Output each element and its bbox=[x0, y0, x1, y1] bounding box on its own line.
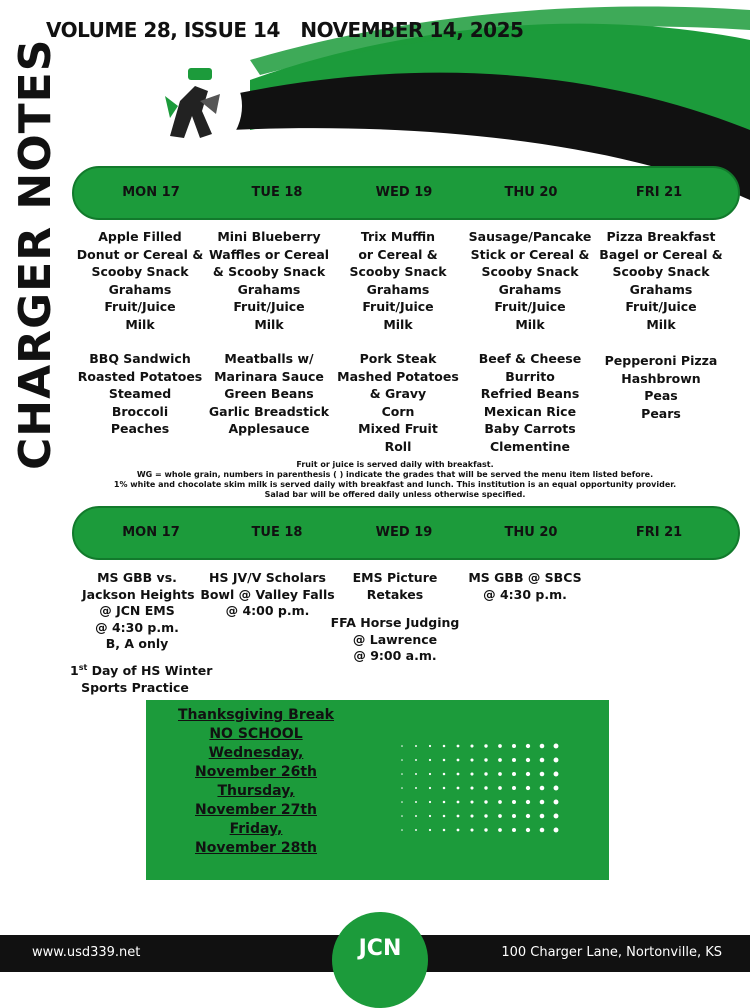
menu-line: Pizza Breakfast bbox=[606, 229, 716, 244]
event-thu bbox=[465, 570, 585, 603]
decor-dot bbox=[443, 787, 446, 790]
menu-line: Mixed Fruit bbox=[358, 421, 438, 436]
breakfast-fri bbox=[596, 228, 726, 333]
menu-day-wed: WED 19 bbox=[375, 185, 433, 200]
lunch-tue bbox=[204, 350, 334, 438]
decor-dot bbox=[415, 787, 417, 789]
menu-day-band bbox=[72, 166, 740, 220]
menu-note: Salad bar will be offered daily unless otherwise specified. bbox=[264, 490, 526, 499]
decor-dot bbox=[401, 829, 403, 831]
event-line: @ 4:30 p.m. bbox=[95, 619, 179, 635]
decor-dot bbox=[429, 745, 431, 747]
event-wed-ffa bbox=[330, 615, 460, 665]
decor-dot bbox=[429, 829, 431, 831]
decor-dot bbox=[526, 786, 530, 790]
menu-line: Grahams bbox=[108, 281, 172, 297]
menu-line: Green Beans bbox=[224, 386, 314, 401]
menu-note: WG = whole grain, numbers in parenthesis ( ) indicate the grades that will be served the menu item listed before. bbox=[136, 470, 654, 479]
decor-dot bbox=[470, 800, 473, 803]
lunch-thu bbox=[465, 350, 595, 455]
lunch-fri bbox=[596, 352, 726, 422]
menu-line: BBQ Sandwich bbox=[89, 351, 191, 366]
masthead bbox=[46, 18, 537, 42]
menu-line: Sausage/Pancake bbox=[468, 229, 592, 244]
decor-dot bbox=[457, 745, 460, 748]
decor-dot bbox=[484, 800, 487, 803]
decor-dot bbox=[554, 772, 559, 777]
decor-dot bbox=[415, 759, 417, 761]
menu-line: Stick or Cereal & bbox=[470, 246, 590, 262]
menu-line: Grahams bbox=[366, 281, 430, 297]
decor-dot bbox=[415, 829, 417, 831]
decor-dot bbox=[498, 786, 502, 790]
decor-dot bbox=[457, 829, 460, 832]
breakfast-thu bbox=[465, 228, 595, 333]
decor-dot bbox=[512, 744, 516, 748]
events-day-tue: TUE 18 bbox=[251, 525, 303, 540]
menu-day-fri: FRI 21 bbox=[635, 185, 683, 200]
decor-dot bbox=[512, 814, 516, 818]
decor-dot bbox=[554, 786, 559, 791]
menu-line: Apple Filled bbox=[98, 229, 182, 244]
events-day-mon: MON 17 bbox=[122, 525, 180, 540]
decor-dot bbox=[554, 828, 559, 833]
decor-dot bbox=[470, 786, 473, 789]
lunch-wed bbox=[333, 350, 463, 455]
event-line: Bowl @ Valley Falls bbox=[200, 586, 335, 602]
decor-dot bbox=[554, 758, 559, 763]
menu-line: Steamed bbox=[108, 386, 172, 401]
decor-dot bbox=[457, 787, 460, 790]
menu-note: Fruit or juice is served daily with breakfast. bbox=[296, 460, 494, 469]
menu-line: & Scooby Snack bbox=[212, 264, 326, 279]
decor-dot bbox=[401, 787, 403, 789]
menu-line: Marinara Sauce bbox=[214, 368, 324, 384]
decor-dot bbox=[443, 759, 446, 762]
decor-dot bbox=[484, 744, 487, 747]
decor-dot bbox=[512, 800, 516, 804]
decor-dot bbox=[540, 800, 545, 805]
decor-dot bbox=[526, 800, 530, 804]
decor-dot bbox=[401, 815, 403, 817]
menu-line: Baby Carrots bbox=[484, 421, 576, 436]
decor-dot bbox=[512, 758, 516, 762]
menu-line: Pepperoni Pizza bbox=[604, 353, 718, 368]
menu-line: Milk bbox=[515, 316, 545, 332]
menu-line: Fruit/Juice bbox=[362, 299, 434, 314]
decor-dot bbox=[554, 800, 559, 805]
decor-dot bbox=[401, 759, 403, 761]
event-line: @ 9:00 a.m. bbox=[353, 648, 437, 663]
volume-issue: VOLUME 28, ISSUE 14 bbox=[46, 18, 280, 42]
menu-line: Milk bbox=[254, 316, 284, 332]
decor-dot bbox=[429, 801, 431, 803]
events-day-thu: THU 20 bbox=[504, 525, 558, 540]
menu-line: Fruit/Juice bbox=[625, 299, 697, 314]
event-line: Sports Practice bbox=[81, 679, 189, 695]
decor-dot bbox=[484, 814, 487, 817]
decor-dot bbox=[443, 773, 446, 776]
decor-dot bbox=[498, 758, 502, 762]
decor-dot bbox=[470, 828, 473, 831]
event-line: @ JCN EMS bbox=[99, 603, 175, 618]
decor-dot bbox=[443, 815, 446, 818]
decor-dot bbox=[470, 758, 473, 761]
decor-dot bbox=[484, 828, 487, 831]
menu-line: Milk bbox=[125, 316, 155, 332]
breakfast-wed bbox=[333, 228, 463, 333]
events-day-wed: WED 19 bbox=[375, 525, 433, 540]
decor-dot bbox=[443, 745, 446, 748]
menu-line: Beef & Cheese bbox=[478, 351, 582, 366]
break-line: November 27th bbox=[195, 802, 317, 818]
menu-line: Bagel or Cereal & bbox=[599, 246, 723, 262]
menu-line: Burrito bbox=[505, 368, 555, 384]
menu-day-thu: THU 20 bbox=[504, 185, 558, 200]
event-line: FFA Horse Judging bbox=[330, 615, 460, 630]
menu-note: 1% white and chocolate skim milk is served daily with breakfast and lunch. This institution is an equal opportunity provider. bbox=[113, 480, 677, 489]
decor-dot bbox=[540, 772, 545, 777]
decor-dot bbox=[401, 773, 403, 775]
decor-dot bbox=[415, 745, 417, 747]
decor-dot bbox=[484, 772, 487, 775]
decor-dot bbox=[526, 814, 530, 818]
menu-line: Pears bbox=[641, 405, 681, 421]
event-line: Retakes bbox=[366, 586, 424, 602]
decor-dot bbox=[429, 815, 431, 817]
menu-line: Fruit/Juice bbox=[494, 299, 566, 314]
menu-line: Fruit/Juice bbox=[233, 299, 305, 314]
menu-line: Broccoli bbox=[111, 403, 169, 419]
decor-dot bbox=[484, 758, 487, 761]
event-line: B, A only bbox=[105, 636, 169, 651]
decor-dot bbox=[540, 828, 545, 833]
decor-dot bbox=[443, 829, 446, 832]
event-wed bbox=[340, 570, 450, 603]
event-line: EMS Picture bbox=[352, 570, 438, 585]
menu-line: Donut or Cereal & bbox=[76, 246, 204, 262]
decor-dot bbox=[457, 773, 460, 776]
event-line: @ Lawrence bbox=[352, 631, 438, 647]
events-day-fri: FRI 21 bbox=[635, 525, 683, 540]
menu-line: Mexican Rice bbox=[483, 403, 577, 419]
menu-line: Garlic Breadstick bbox=[208, 403, 330, 419]
menu-line: Scooby Snack bbox=[612, 264, 710, 279]
break-line: Friday, bbox=[229, 821, 283, 837]
menu-day-tue: TUE 18 bbox=[251, 185, 303, 200]
event-line: 1 bbox=[70, 663, 79, 679]
menu-line: Meatballs w/ bbox=[224, 351, 314, 366]
decor-dot bbox=[401, 801, 403, 803]
menu-line: & Gravy bbox=[369, 386, 427, 401]
decor-dot bbox=[429, 759, 431, 761]
breakfast-mon bbox=[75, 228, 205, 333]
menu-line: Corn bbox=[381, 403, 415, 419]
charger-knight-icon bbox=[140, 56, 240, 156]
menu-line: Milk bbox=[646, 316, 676, 332]
decor-dot bbox=[526, 758, 530, 762]
menu-line: Waffles or Cereal bbox=[208, 246, 330, 262]
decor-dot bbox=[498, 772, 502, 776]
menu-line: Scooby Snack bbox=[481, 264, 579, 279]
menu-line: or Cereal & bbox=[358, 246, 438, 262]
event-mon bbox=[82, 570, 195, 653]
decor-dot bbox=[498, 744, 502, 748]
menu-line: Mini Blueberry bbox=[217, 229, 321, 244]
decor-dot bbox=[540, 786, 545, 791]
thanksgiving-notice bbox=[176, 706, 336, 858]
menu-line: Fruit/Juice bbox=[104, 299, 176, 314]
issue-date: NOVEMBER 14, 2025 bbox=[300, 18, 524, 42]
charger-logo bbox=[140, 56, 240, 156]
decor-dot bbox=[554, 814, 559, 819]
decor-dot bbox=[512, 786, 516, 790]
menu-line: Trix Muffin bbox=[360, 229, 436, 244]
jcn-badge bbox=[332, 912, 428, 1008]
decor-dot bbox=[470, 772, 473, 775]
decor-dot bbox=[470, 744, 473, 747]
dot-pattern bbox=[396, 740, 576, 860]
website-link[interactable]: www.usd339.net bbox=[32, 945, 141, 960]
decor-dot bbox=[443, 801, 446, 804]
menu-line: Scooby Snack bbox=[91, 264, 189, 279]
newsletter-title: CHARGER NOTES bbox=[10, 38, 61, 470]
breakfast-tue bbox=[204, 228, 334, 333]
menu-line: Grahams bbox=[498, 281, 562, 297]
break-line: Thanksgiving Break bbox=[177, 707, 334, 723]
decor-dot bbox=[457, 815, 460, 818]
decor-dot bbox=[415, 773, 417, 775]
menu-line: Refried Beans bbox=[480, 386, 580, 401]
decor-dot bbox=[470, 814, 473, 817]
events-day-band bbox=[72, 506, 740, 560]
decor-dot bbox=[457, 759, 460, 762]
decor-dot bbox=[540, 758, 545, 763]
decor-dot bbox=[498, 828, 502, 832]
school-address: 100 Charger Lane, Nortonville, KS bbox=[501, 945, 722, 960]
event-tue bbox=[200, 570, 335, 620]
break-line: NO SCHOOL bbox=[209, 726, 303, 742]
menu-line: Milk bbox=[383, 316, 413, 332]
decor-dot bbox=[526, 828, 530, 832]
event-line: Day of HS Winter bbox=[87, 663, 213, 679]
decor-dot bbox=[526, 744, 530, 748]
menu-line: Grahams bbox=[237, 281, 301, 297]
event-line: MS GBB @ SBCS bbox=[468, 570, 582, 585]
break-line: November 26th bbox=[195, 764, 317, 780]
menu-line: Clementine bbox=[490, 438, 570, 454]
menu-line: Scooby Snack bbox=[349, 264, 447, 279]
menu-line: Roasted Potatoes bbox=[77, 368, 203, 384]
decor-dot bbox=[526, 772, 530, 776]
decor-dot bbox=[429, 773, 431, 775]
decor-dot bbox=[512, 772, 516, 776]
event-line: MS GBB vs. bbox=[97, 570, 177, 585]
ordinal-suffix: st bbox=[78, 663, 88, 672]
event-line: @ 4:00 p.m. bbox=[225, 603, 310, 618]
decor-dot bbox=[512, 828, 516, 832]
menu-line: Peaches bbox=[110, 421, 170, 436]
decor-dot bbox=[484, 786, 487, 789]
lunch-mon bbox=[75, 350, 205, 438]
break-line: Thursday, bbox=[217, 783, 295, 799]
menu-line: Applesauce bbox=[228, 421, 310, 436]
decor-dot bbox=[457, 801, 460, 804]
break-line: Wednesday, bbox=[208, 745, 304, 761]
decor-dot bbox=[429, 787, 431, 789]
decor-dot bbox=[554, 744, 559, 749]
thanksgiving-box bbox=[146, 700, 609, 880]
menu-line: Peas bbox=[644, 388, 678, 403]
jcn-badge-text: JCN bbox=[358, 936, 402, 961]
menu-notes bbox=[60, 460, 730, 500]
decor-dot bbox=[415, 815, 417, 817]
break-line: November 28th bbox=[195, 840, 317, 856]
decor-dot bbox=[415, 801, 417, 803]
decor-dot bbox=[540, 814, 545, 819]
event-line: HS JV/V Scholars bbox=[209, 570, 326, 585]
menu-line: Roll bbox=[384, 438, 412, 454]
event-line: @ 4:30 p.m. bbox=[483, 586, 567, 602]
event-mon-practice bbox=[70, 660, 213, 696]
menu-line: Pork Steak bbox=[359, 351, 437, 366]
menu-day-mon: MON 17 bbox=[122, 185, 180, 200]
decor-dot bbox=[498, 800, 502, 804]
decor-dot bbox=[540, 744, 545, 749]
decor-dot bbox=[498, 814, 502, 818]
decor-dot bbox=[401, 745, 403, 747]
menu-line: Grahams bbox=[629, 281, 693, 297]
menu-line: Hashbrown bbox=[621, 370, 701, 386]
event-line: Jackson Heights bbox=[82, 586, 195, 602]
menu-line: Mashed Potatoes bbox=[337, 368, 459, 384]
